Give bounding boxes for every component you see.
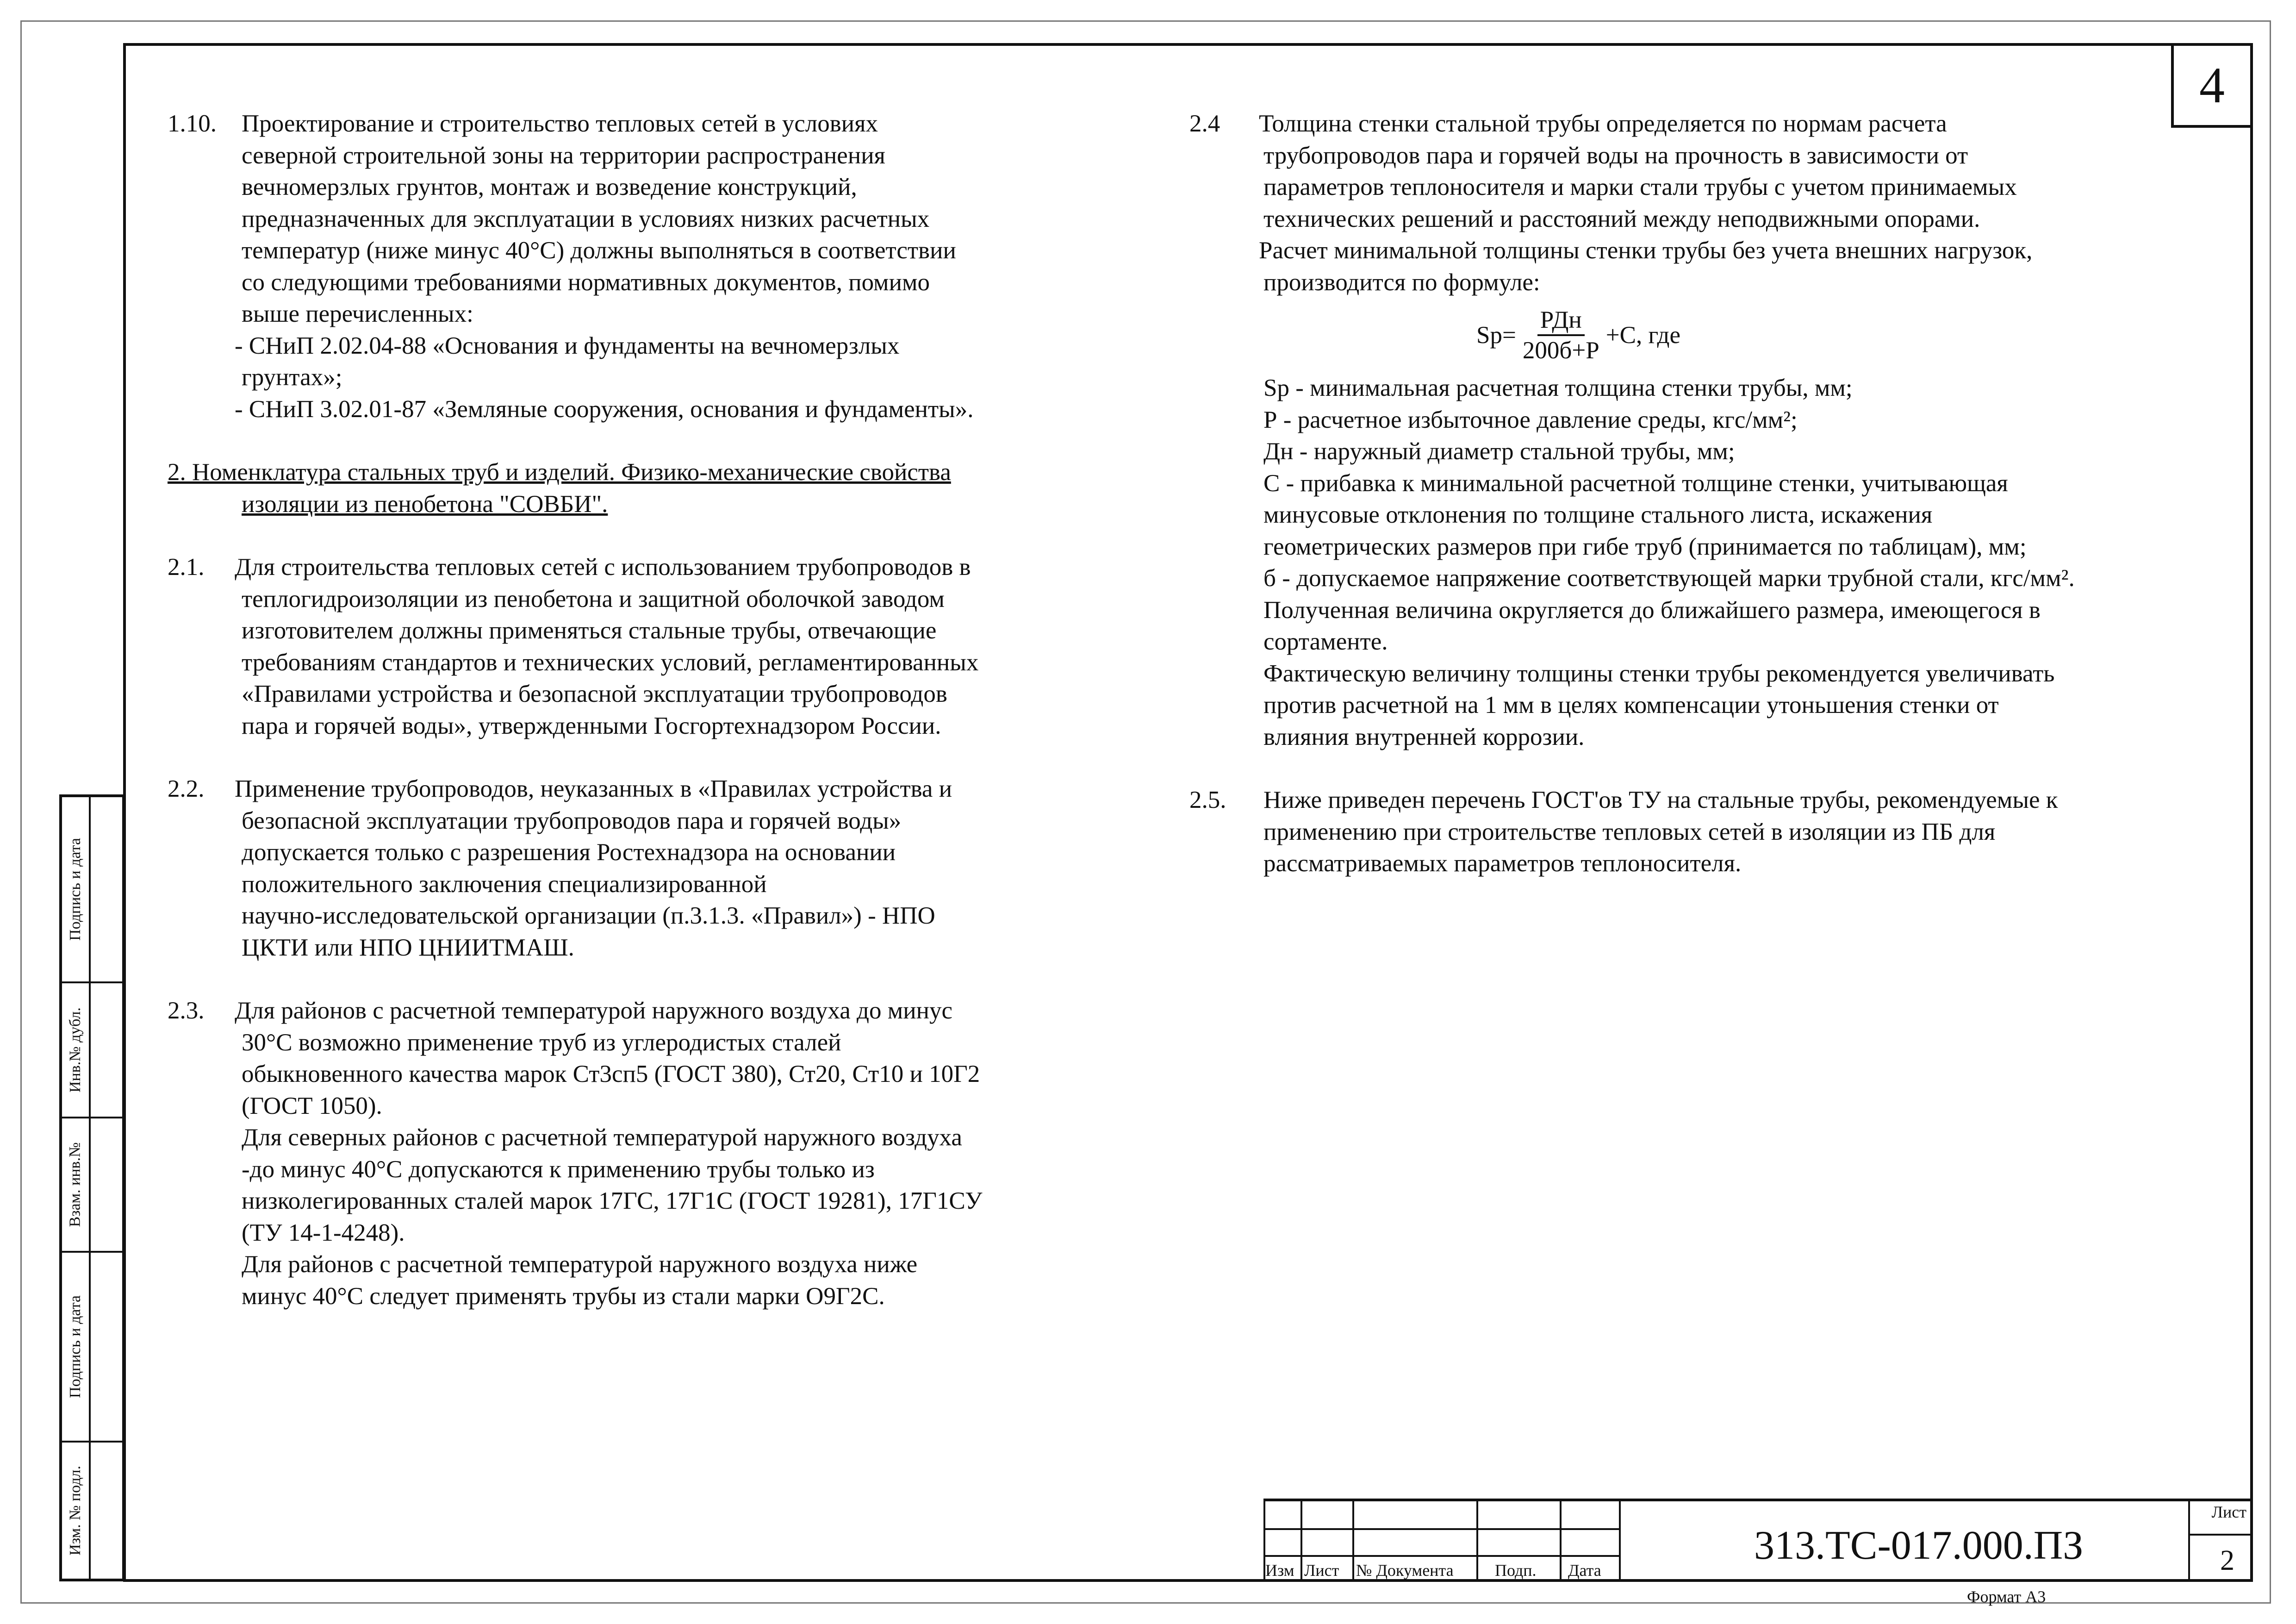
paragraph-1-10 <box>168 108 1112 425</box>
header-document: № Документа <box>1356 1561 1454 1580</box>
text-line: Для районов с расчетной температурой наружного воздуха до минус <box>235 997 953 1024</box>
document-code: 313.ТС-017.000.ПЗ <box>1754 1523 2084 1568</box>
format-label: Формат А3 <box>1967 1587 2046 1606</box>
text-line: производится по формуле: <box>1263 269 1540 296</box>
paragraph-2-2 <box>168 773 1112 963</box>
text-line: минус 40°С следует применять трубы из стали марки О9Г2С. <box>242 1282 885 1310</box>
paragraph-number: 2.2. <box>168 775 205 802</box>
stamp-label: Инв.№ дубл. <box>67 1007 84 1093</box>
text-line: ЦКТИ или НПО ЦНИИТМАШ. <box>242 934 574 961</box>
definition-line: геометрических размеров при гибе труб (принимается по таблицам), мм; <box>1263 533 2027 560</box>
text-line: Ниже приведен перечень ГОСТ'ов ТУ на стальные трубы, рекомендуемые к <box>1263 787 2058 813</box>
text-line: применению при строительстве тепловых сетей в изоляции из ПБ для <box>1263 818 1996 845</box>
section-2-heading <box>168 456 1112 520</box>
definition-line: влияния внутренней коррозии. <box>1263 723 1585 750</box>
formula-rhs: +С, где <box>1605 321 1681 349</box>
text-line: со следующими требованиями нормативных документов, помимо <box>242 269 930 296</box>
stamp-label: Взам. инв.№ <box>67 1142 84 1227</box>
header-izm: Изм <box>1265 1561 1294 1580</box>
paragraph-number: 2.4 <box>1189 110 1220 137</box>
definition-line: минусовые отклонения по толщине стального листа, искажения <box>1263 501 1933 528</box>
paragraph-2-5 <box>1189 784 2189 880</box>
text-line: требованиям стандартов и технических условий, регламентированных <box>242 649 979 676</box>
text-line: предназначенных для эксплуатации в условиях низких расчетных <box>242 205 930 232</box>
formula-fraction <box>1523 306 1599 365</box>
definition-line: Sp - минимальная расчетная толщина стенки трубы, мм; <box>1263 375 1853 401</box>
left-side-stamp <box>59 794 125 1581</box>
paragraph-2-1 <box>168 551 1112 742</box>
text-line: параметров теплоносителя и марки стали трубы с учетом принимаемых <box>1263 174 2017 200</box>
left-column <box>168 108 1112 1312</box>
paragraph-number: 1.10. <box>168 110 217 137</box>
header-signature: Подп. <box>1495 1561 1537 1580</box>
page-number: 4 <box>2199 57 2225 113</box>
text-line: Применение трубопроводов, неуказанных в «Правилах устройства и <box>235 775 952 802</box>
wall-thickness-formula <box>1476 298 2189 372</box>
definition-line: Р - расчетное избыточное давление среды, кгс/мм²; <box>1263 406 1798 433</box>
formula-numerator: РДн <box>1537 306 1585 336</box>
text-line: (ГОСТ 1050). <box>242 1092 382 1119</box>
text-line: Для строительства тепловых сетей с использованием трубопроводов в <box>235 554 971 581</box>
text-line: трубопроводов пара и горячей воды на прочность в зависимости от <box>1263 142 1968 169</box>
text-line: -до минус 40°С допускаются к применению трубы только из <box>242 1156 875 1183</box>
text-line: безопасной эксплуатации трубопроводов пара и горячей воды» <box>242 807 902 834</box>
text-line: вечномерзлых грунтов, монтаж и возведение конструкций, <box>242 174 857 200</box>
paragraph-2-3 <box>168 995 1112 1312</box>
stamp-label: Изм. № подл. <box>67 1466 84 1555</box>
right-column <box>1189 108 2189 880</box>
text-line: изготовителем должны применяться стальные трубы, отвечающие <box>242 617 937 644</box>
definition-line: Дн - наружный диаметр стальной трубы, мм; <box>1263 438 1735 465</box>
stamp-label: Подпись и дата <box>67 838 84 941</box>
paragraph-number: 2.3. <box>168 997 205 1024</box>
text-line: (ТУ 14-1-4248). <box>242 1219 405 1246</box>
heading-line: изоляции из пенобетона "СОВБИ". <box>242 490 608 518</box>
stamp-cell <box>62 983 122 1118</box>
text-line: Для северных районов с расчетной температурой наружного воздуха <box>242 1124 962 1151</box>
text-line: допускается только с разрешения Ростехнадзора на основании <box>242 839 896 866</box>
paragraph-2-4 <box>1189 108 2189 298</box>
text-line: выше перечисленных: <box>242 300 473 327</box>
text-line: 30°С возможно применение труб из углеродистых сталей <box>242 1029 841 1056</box>
text-line: Проектирование и строительство тепловых сетей в условиях <box>242 110 878 137</box>
heading-line: 2. Номенклатура стальных труб и изделий. Физико-механические свойства <box>168 459 951 486</box>
formula-denominator: 200б+Р <box>1522 337 1599 364</box>
title-block <box>1263 1499 2253 1582</box>
definition-line: сортаменте. <box>1263 628 1388 655</box>
stamp-label: Подпись и дата <box>67 1295 84 1398</box>
text-line: грунтах»; <box>242 364 342 391</box>
text-line: теплогидроизоляции из пенобетона и защитной оболочкой заводом <box>242 585 945 612</box>
text-line: низколегированных сталей марок 17ГС, 17Г1С (ГОСТ 19281), 17Г1СУ <box>242 1187 983 1214</box>
text-line: рассматриваемых параметров теплоносителя. <box>1263 850 1742 877</box>
text-line: технических решений и расстояний между неподвижными опорами. <box>1263 205 1980 232</box>
text-line: положительного заключения специализированной <box>242 870 767 898</box>
text-line: температур (ниже минус 40°С) должны выполняться в соответствии <box>242 237 956 264</box>
sheet-number: 2 <box>2220 1545 2234 1576</box>
text-line: северной строительной зоны на территории распространения <box>242 142 885 169</box>
header-list: Лист <box>1304 1561 1339 1580</box>
formula-definitions <box>1189 372 2189 753</box>
text-line: пара и горячей воды», утвержденными Госгортехнадзором России. <box>242 712 941 739</box>
stamp-cell <box>62 1118 122 1253</box>
definition-line: Фактическую величину толщины стенки трубы рекомендуется увеличивать <box>1263 660 2055 687</box>
text-line: - СНиП 2.02.04-88 «Основания и фундаменты на вечномерзлых <box>235 332 900 359</box>
stamp-cell <box>62 1253 122 1443</box>
definition-line: Полученная величина округляется до ближайшего размера, имеющегося в <box>1263 596 2041 624</box>
definition-line: С - прибавка к минимальной расчетной толщине стенки, учитывающая <box>1263 469 2008 497</box>
definition-line: б - допускаемое напряжение соответствующей марки трубной стали, кгс/мм². <box>1263 565 2075 592</box>
text-line: - СНиП 3.02.01-87 «Земляные сооружения, основания и фундаменты». <box>235 395 974 423</box>
sheet-label: Лист <box>2211 1503 2246 1521</box>
text-line: научно-исследовательской организации (п.3.1.3. «Правил») - НПО <box>242 902 935 929</box>
text-line: обыкновенного качества марок Ст3сп5 (ГОСТ 380), Ст20, Ст10 и 10Г2 <box>242 1061 980 1087</box>
stamp-cell <box>62 797 122 983</box>
text-line: Расчет минимальной толщины стенки трубы без учета внешних нагрузок, <box>1259 237 2033 264</box>
paragraph-number: 2.1. <box>168 554 205 581</box>
formula-lhs: Sp= <box>1476 321 1516 349</box>
stamp-cell <box>62 1443 122 1579</box>
header-date: Дата <box>1568 1561 1601 1580</box>
text-line: «Правилами устройства и безопасной эксплуатации трубопроводов <box>242 681 947 707</box>
text-line: Толщина стенки стальной трубы определяется по нормам расчета <box>1259 110 1947 137</box>
text-line: Для районов с расчетной температурой наружного воздуха ниже <box>242 1251 918 1278</box>
paragraph-number: 2.5. <box>1189 787 1226 813</box>
definition-line: против расчетной на 1 мм в целях компенсации утоньшения стенки от <box>1263 692 1999 718</box>
